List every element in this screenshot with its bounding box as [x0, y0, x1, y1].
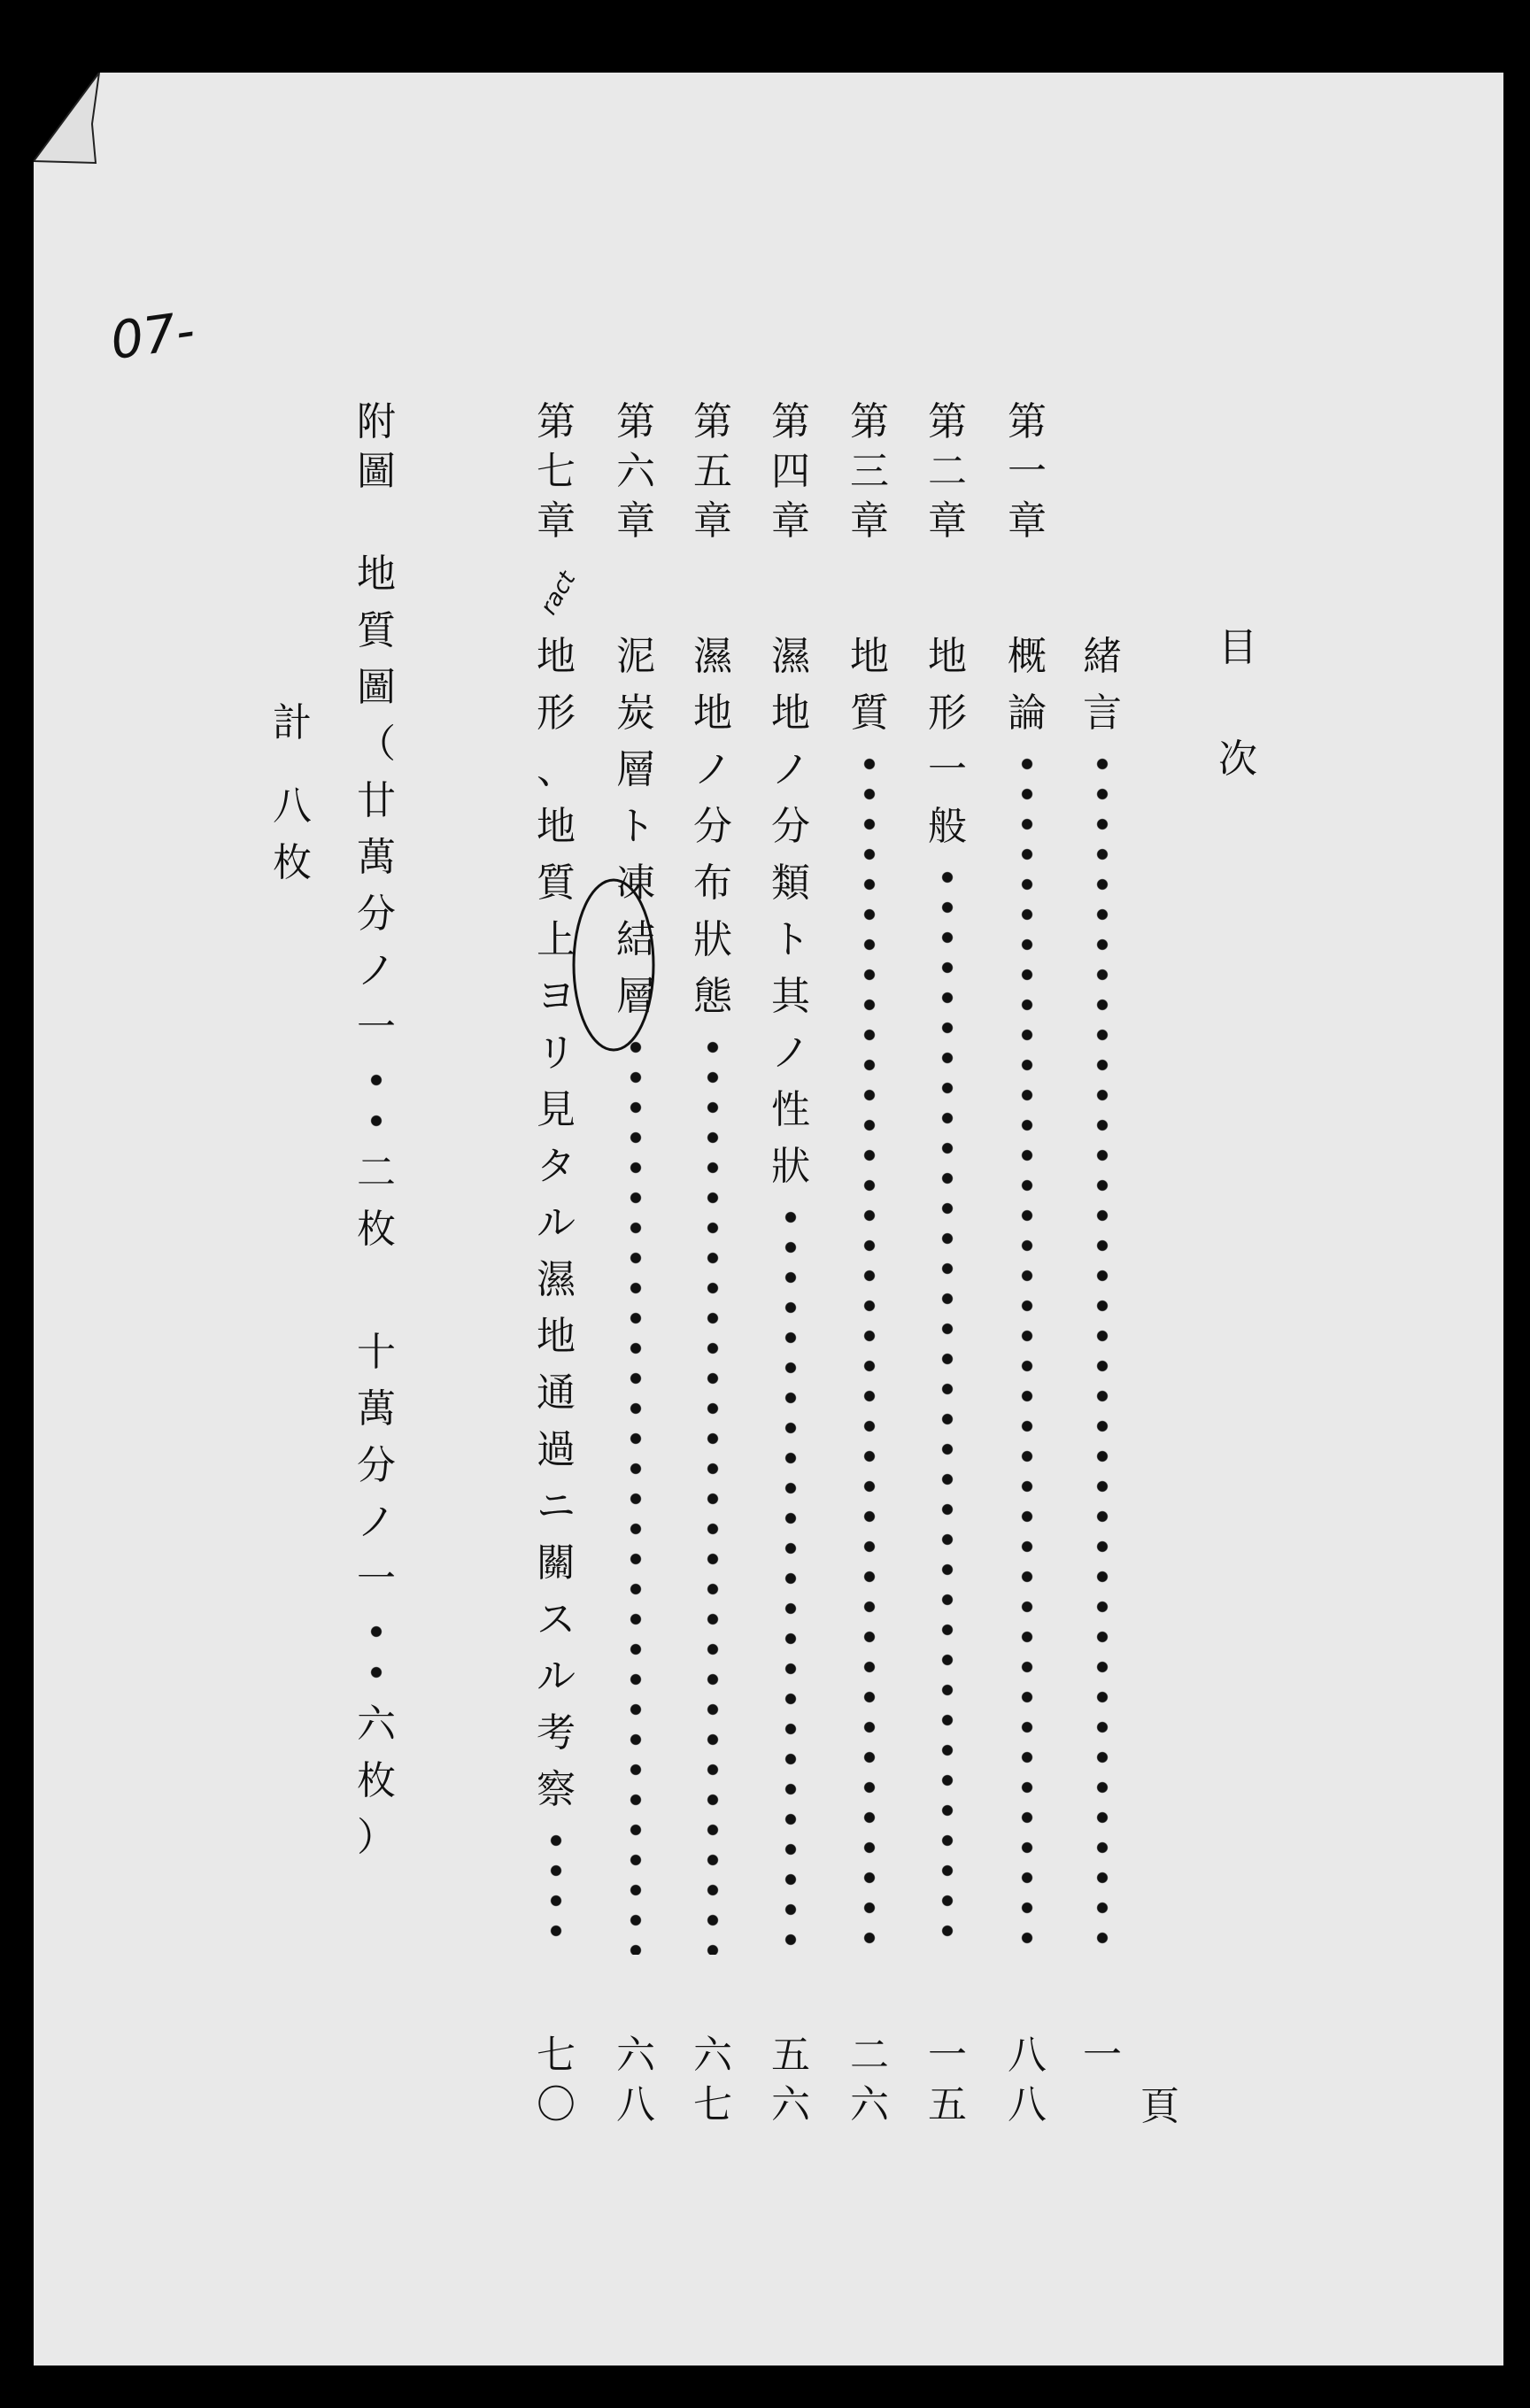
heading-char: 次 [1218, 737, 1257, 782]
chapter-number-char: 章 [693, 498, 732, 544]
entry-title-char: 層 [616, 974, 655, 1019]
entry-title-char: 炭 [616, 691, 655, 736]
entry-title-char: 濕 [693, 634, 732, 679]
appendix-char: 六 [357, 1702, 396, 1747]
appendix-char: （ [357, 722, 396, 767]
chapter-number-char: 章 [537, 498, 576, 544]
page-number [1008, 2033, 1047, 2127]
entry-title-char: リ [537, 1030, 576, 1076]
toc-entry [921, 399, 974, 2127]
page-number-char: 六 [771, 2082, 810, 2127]
chapter-number-char: 三 [850, 449, 889, 494]
entry-title-char: 類 [771, 861, 810, 906]
toc-entry [1076, 634, 1129, 2078]
entry-title-char: 泥 [616, 634, 655, 679]
entry-title-char: 般 [928, 804, 967, 849]
toc-heading [1209, 625, 1267, 782]
entry-title-char: 濕 [771, 634, 810, 679]
total-value [273, 783, 312, 885]
page-number-char: 五 [771, 2033, 810, 2078]
appendix-char: 枚 [357, 1207, 396, 1252]
appendix-char: 地 [357, 552, 396, 597]
entry-title-char: ノ [771, 747, 810, 792]
chapter-number-char: 二 [928, 449, 967, 494]
dot-leader [629, 1032, 643, 1955]
entry-title-char: ス [537, 1597, 576, 1642]
chapter-number-char: 章 [771, 498, 810, 544]
entry-title-char: 通 [537, 1370, 576, 1416]
chapter-number-char: 第 [771, 399, 810, 444]
appendix-char: 圖 [357, 665, 396, 710]
entry-title-char: 地 [693, 691, 732, 736]
entry-title-char: 地 [537, 1314, 576, 1359]
total-char: 八 [273, 783, 312, 829]
dot-leader [369, 1060, 383, 1141]
chapter-number-char: 章 [850, 498, 889, 544]
chapter-number-char: 章 [616, 498, 655, 544]
page-number [928, 2033, 967, 2127]
page-number-char: 二 [850, 2033, 889, 2078]
entry-title-char: 性 [771, 1087, 810, 1132]
entry-title-char: ヨ [537, 974, 576, 1019]
appendix-char: 枚 [357, 1758, 396, 1803]
appendix-char: 十 [357, 1330, 396, 1375]
chapter-number [616, 399, 655, 544]
entry-title [1083, 634, 1122, 736]
entry-title-char: 論 [1008, 691, 1047, 736]
appendix-char: 萬 [357, 835, 396, 880]
chapter-number-char: 七 [537, 449, 576, 494]
appendix-char: 一 [357, 1556, 396, 1601]
entry-title-char: 過 [537, 1427, 576, 1472]
heading-char: 目 [1218, 625, 1257, 670]
total-char: 枚 [273, 840, 312, 885]
page-number-char: 一 [928, 2033, 967, 2078]
appendix-count-a [357, 1150, 396, 1252]
appendix-char: 分 [357, 891, 396, 937]
toc-entry [843, 399, 896, 2127]
entry-title [928, 634, 967, 849]
page-number-char: 八 [1008, 2082, 1047, 2127]
chapter-number-char: 五 [693, 449, 732, 494]
toc-entry [686, 399, 739, 2127]
page-number-char: 七 [693, 2082, 732, 2127]
entry-title-char: 概 [1008, 634, 1047, 679]
page-number-char: 七 [537, 2033, 576, 2078]
chapter-number [850, 399, 889, 544]
dot-leader [940, 862, 954, 1955]
dot-leader [1020, 749, 1034, 1955]
chapter-number-char: 一 [1008, 449, 1047, 494]
appendix-text-b [357, 1330, 396, 1601]
entry-title-char: 考 [537, 1710, 576, 1756]
entry-title-char: 凍 [616, 861, 655, 906]
entry-title-char: ト [771, 917, 810, 962]
appendix-char: ノ [357, 948, 396, 993]
chapter-number [1008, 399, 1047, 544]
entry-title-char: 結 [616, 917, 655, 962]
page-number-char: 六 [616, 2033, 655, 2078]
appendix-label [357, 399, 396, 494]
entry-title [693, 634, 732, 1019]
entry-title-char: 態 [693, 974, 732, 1019]
entry-title-char: 形 [537, 691, 576, 736]
page-number [771, 2033, 810, 2127]
total-label: 計 [273, 700, 312, 745]
entry-title-char: 質 [850, 691, 889, 736]
chapter-number [693, 399, 732, 544]
toc-entry [764, 399, 817, 2127]
page-number [850, 2033, 889, 2127]
entry-title-char: 層 [616, 747, 655, 792]
entry-title-char: 布 [693, 861, 732, 906]
entry-title-char: 一 [928, 747, 967, 792]
page-number [1083, 2033, 1122, 2078]
chapter-number-char: 六 [616, 449, 655, 494]
entry-title-char: 濕 [537, 1257, 576, 1302]
entry-title-char: 察 [537, 1767, 576, 1812]
entry-title-char: 形 [928, 691, 967, 736]
chapter-number-char: 第 [693, 399, 732, 444]
entry-title [537, 634, 576, 1812]
page-number [616, 2033, 655, 2127]
entry-title-char: 、 [537, 747, 576, 792]
total-column [266, 700, 319, 885]
appendix-char: ） [357, 1815, 396, 1860]
toc-entry [529, 399, 583, 2127]
page-number [537, 2033, 576, 2127]
entry-title-char: ル [537, 1654, 576, 1699]
dot-leader [706, 1032, 720, 1955]
entry-title-char: 地 [771, 691, 810, 736]
entry-title-char: 質 [537, 861, 576, 906]
entry-title-char: ノ [771, 1030, 810, 1076]
entry-title-char: 地 [928, 634, 967, 679]
entry-title-char: 言 [1083, 691, 1122, 736]
chapter-number-char: 第 [928, 399, 967, 444]
handwritten-number: 07- [106, 299, 199, 372]
entry-title-char: ト [616, 804, 655, 849]
entry-title-char: ニ [537, 1484, 576, 1529]
chapter-number [771, 399, 810, 544]
entry-title [1008, 634, 1047, 736]
chapter-number-char: 第 [850, 399, 889, 444]
appendix-char: 附 [357, 399, 396, 444]
entry-title-char: タ [537, 1144, 576, 1189]
appendix-char: 一 [357, 1005, 396, 1050]
page-number-char: 六 [693, 2033, 732, 2078]
entry-title [771, 634, 810, 1189]
page-number-char: 一 [1083, 2033, 1122, 2078]
appendix-count-b [357, 1702, 396, 1860]
page-number-char: 六 [850, 2082, 889, 2127]
entry-title-char: 見 [537, 1087, 576, 1132]
entry-title-char: 其 [771, 974, 810, 1019]
entry-title-char: 地 [537, 634, 576, 679]
margin-note: ract [535, 567, 582, 620]
chapter-number-char: 第 [537, 399, 576, 444]
folded-corner [34, 73, 113, 170]
entry-title-char: 上 [537, 917, 576, 962]
chapter-number-char: 第 [616, 399, 655, 444]
dot-leader [862, 749, 877, 1955]
appendix-char: 廿 [357, 778, 396, 823]
page-number-char: 〇 [537, 2082, 576, 2127]
entry-title-char: 分 [693, 804, 732, 849]
dot-leader [549, 1825, 563, 1955]
toc-entry [1001, 399, 1054, 2127]
entry-title-char: 地 [537, 804, 576, 849]
entry-title-char: ノ [693, 747, 732, 792]
chapter-number [537, 399, 576, 544]
entry-title-char: 地 [850, 634, 889, 679]
page-number [693, 2033, 732, 2127]
entry-title-char: 狀 [693, 917, 732, 962]
dot-leader [784, 1202, 798, 1955]
appendix-char: 圖 [357, 449, 396, 494]
chapter-number [928, 399, 967, 544]
page-number-char: 五 [928, 2082, 967, 2127]
appendix-column [350, 399, 403, 1860]
appendix-char: 質 [357, 608, 396, 653]
page-number-char: 八 [1008, 2033, 1047, 2078]
entry-title-char: ル [537, 1200, 576, 1246]
chapter-number-char: 第 [1008, 399, 1047, 444]
dot-leader [369, 1611, 383, 1693]
chapter-number-char: 章 [928, 498, 967, 544]
appendix-char: 分 [357, 1443, 396, 1488]
appendix-text-a [357, 552, 396, 1050]
dot-leader [1095, 749, 1109, 1955]
chapter-number-char: 四 [771, 449, 810, 494]
toc-entry [609, 399, 662, 2127]
page-number-char: 八 [616, 2082, 655, 2127]
entry-title [616, 634, 655, 1019]
entry-title-char: 分 [771, 804, 810, 849]
page-column-label: 頁 [1140, 2084, 1179, 2129]
entry-title [850, 634, 889, 736]
entry-title-char: 狀 [771, 1144, 810, 1189]
entry-title-char: 關 [537, 1540, 576, 1586]
appendix-char: 萬 [357, 1386, 396, 1432]
entry-title-char: 緒 [1083, 634, 1122, 679]
appendix-char: ノ [357, 1500, 396, 1545]
chapter-number-char: 章 [1008, 498, 1047, 544]
appendix-char: 二 [357, 1150, 396, 1195]
